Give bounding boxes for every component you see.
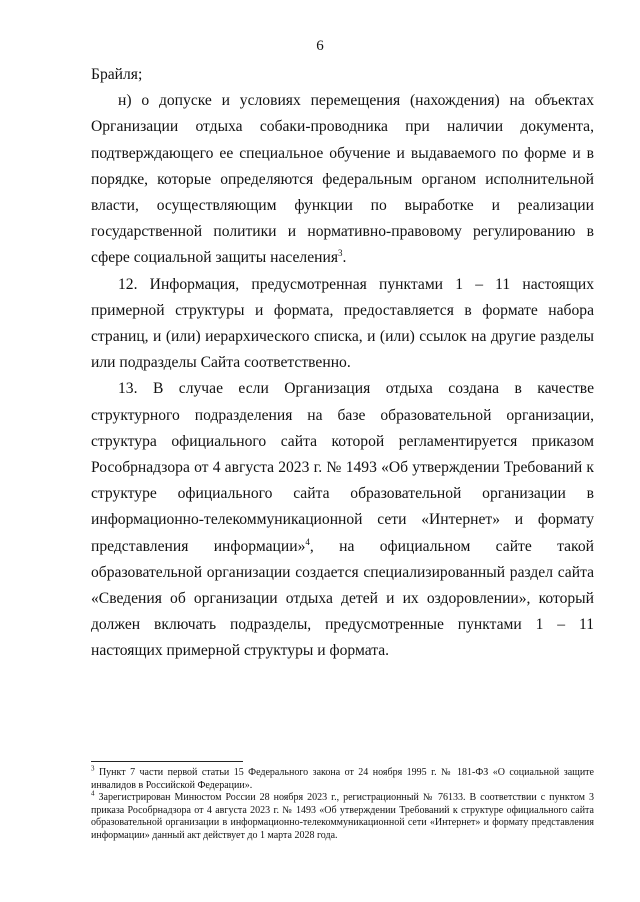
paragraph-item-12 — [91, 272, 594, 377]
footnote-4 — [91, 789, 594, 842]
footnote-number: 3 — [91, 764, 95, 773]
footnote-text: Зарегистрирован Минюстом России 28 ноября 2023 г., регистрационный № 76133. В соответствии с пунктом 3 приказа Рособрнадзора от 4 августа 2023 г. № 1493 «Об утверждении Требований к структуре официального сайта образовательной организации в информационно-телекоммуникационной сети «Интернет» и формату представления информации» данный акт действует до 1 марта 2028 года. — [91, 792, 594, 841]
paragraph-text-tail: . — [342, 249, 347, 267]
body-text — [91, 62, 594, 665]
paragraph-braille-continuation — [91, 62, 594, 88]
paragraph-text-tail: , на официальном сайте такой образовательной организации создается специализированный раздел сайта «Сведения об организации отдыха детей и их оздоровлении», который должен включать подразделы, предусмотренные пунктами 1 – 11 настоящих примерной структуры и формата. — [91, 537, 594, 660]
footnotes — [91, 764, 594, 843]
page-number: 6 — [316, 38, 324, 54]
paragraph-text: н) о допуске и условиях перемещения (нахождения) на объектах Организации отдыха собаки-проводника при наличии документа, подтверждающего ее специальное обучение и выдаваемого по форме и в порядке, которые определяются федеральным органом исполнительной власти, осуществляющим функции по выработке и реализации государственной политики и нормативно-правовому регулированию в сфере социальной защиты населения — [91, 92, 594, 267]
footnote-ref-4: 4 — [305, 536, 310, 547]
paragraph-item-13 — [91, 376, 594, 664]
paragraph-item-n — [91, 88, 594, 271]
footnote-3 — [91, 764, 594, 792]
paragraph-text: Брайля; — [91, 66, 143, 83]
footnote-divider — [91, 761, 243, 762]
paragraph-text: 12. Информация, предусмотренная пунктами 1 – 11 настоящих примерной структуры и формата, предоставляется в формате набора страниц, и (или) иерархического списка, и (или) ссылок на другие разделы или подразделы Сайта соответственно. — [91, 275, 594, 372]
paragraph-text: 13. В случае если Организация отдыха создана в качестве структурного подразделения на базе образовательной организации, структура официального сайта которой регламентируется приказом Рособрнадзора от 4 августа 2023 г. № 1493 «Об утверждении Требований к структуре официального сайта образовательной организации в информационно-телекоммуникационной сети «Интернет» и формату представления информации» — [91, 380, 594, 555]
footnote-text: Пункт 7 части первой статьи 15 Федерального закона от 24 ноября 1995 г. № 181-ФЗ «О социальной защите инвалидов в Российской Федерации». — [91, 767, 594, 791]
footnote-number: 4 — [91, 789, 95, 798]
footnote-ref-3: 3 — [338, 248, 343, 259]
